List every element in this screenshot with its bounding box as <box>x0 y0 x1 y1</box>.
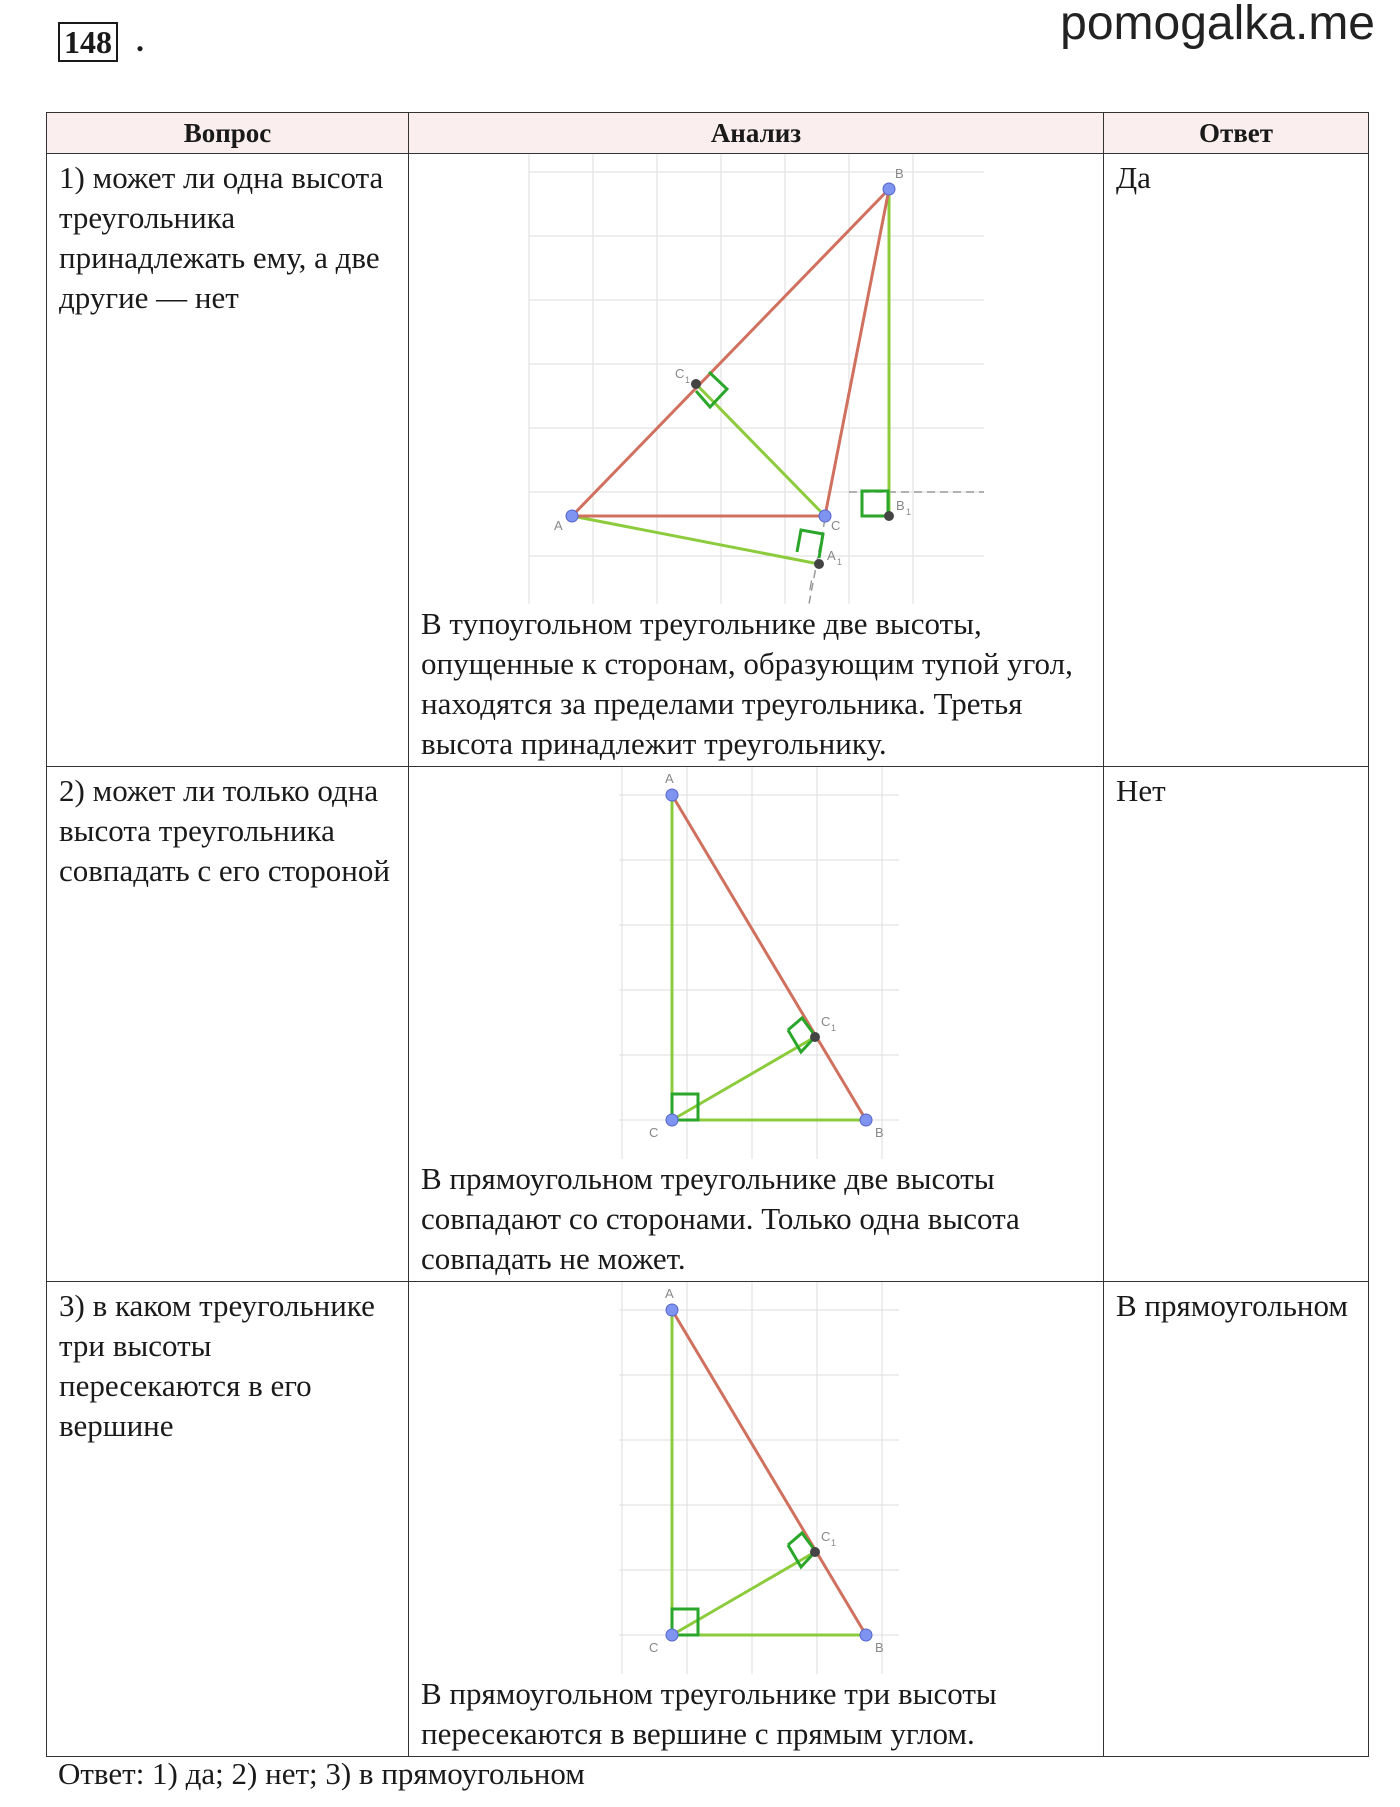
svg-text:C: C <box>831 518 841 533</box>
obtuse-triangle-figure <box>409 154 1102 604</box>
svg-text:B: B <box>875 1640 884 1655</box>
header-question: Вопрос <box>47 113 409 154</box>
svg-text:A: A <box>665 1286 674 1301</box>
answer-cell: Да <box>1104 154 1369 767</box>
answer-cell: Нет <box>1104 767 1369 1282</box>
svg-text:C: C <box>821 1014 831 1029</box>
analysis-cell <box>409 1282 1104 1757</box>
analysis-cell <box>409 767 1104 1282</box>
svg-text:B: B <box>895 166 904 181</box>
svg-text:B: B <box>875 1125 884 1140</box>
vertex-labels <box>554 166 911 593</box>
svg-text:C: C <box>649 1125 659 1140</box>
right-triangle-figure-2 <box>409 1282 1102 1674</box>
table-row <box>47 767 1369 1282</box>
hypotenuse <box>672 1310 866 1635</box>
vertices <box>566 183 895 569</box>
grid <box>619 767 899 1159</box>
right-angle-marks <box>672 1533 816 1635</box>
altitudes <box>572 189 889 564</box>
svg-text:l: l <box>809 578 812 593</box>
right-angle-marks <box>672 1018 816 1120</box>
svg-text:1: 1 <box>831 1023 837 1033</box>
table-row <box>47 154 1369 767</box>
triangle-sides <box>572 189 889 516</box>
header-answer: Ответ <box>1104 113 1369 154</box>
question-cell: 3) в каком треугольнике три высоты пересекаются в его вершине <box>47 1282 409 1757</box>
answer-table <box>46 112 1369 1757</box>
svg-text:1: 1 <box>831 1538 837 1548</box>
svg-text:B: B <box>896 498 905 513</box>
answer-cell: В прямоугольном <box>1104 1282 1369 1757</box>
svg-text:A: A <box>665 771 674 786</box>
grid <box>529 154 984 604</box>
explanation-text: В тупоугольном треугольнике две высоты, опущенные к сторонам, образующим тупой угол, находятся за пределами треугольника. Третья высота принадлежит треугольнику. <box>421 606 1073 761</box>
question-cell: 2) может ли только одна высота треугольника совпадать с его стороной <box>47 767 409 1282</box>
right-triangle-figure-1 <box>409 767 1102 1159</box>
svg-text:C: C <box>649 1640 659 1655</box>
hypotenuse <box>672 795 866 1120</box>
svg-text:C: C <box>675 366 685 381</box>
table-row <box>47 1282 1369 1757</box>
svg-text:C: C <box>821 1529 831 1544</box>
header-analysis: Анализ <box>409 113 1104 154</box>
site-watermark: pomogalka.me <box>1060 0 1375 50</box>
task-number-dot: . <box>136 22 144 58</box>
explanation-text: В прямоугольном треугольнике две высоты совпадают со сторонами. Только одна высота совпадать не может. <box>421 1161 1020 1276</box>
task-number: 148 <box>58 22 118 62</box>
right-angle-marks <box>696 372 888 558</box>
question-cell: 1) может ли одна высота треугольника принадлежать ему, а две другие — нет <box>47 154 409 767</box>
grid <box>619 1282 899 1674</box>
analysis-cell <box>409 154 1104 767</box>
final-answer: Ответ: 1) да; 2) нет; 3) в прямоугольном <box>58 1756 585 1791</box>
svg-text:1: 1 <box>685 375 691 385</box>
explanation-text: В прямоугольном треугольнике три высоты пересекаются в вершине с прямым углом. <box>421 1676 997 1751</box>
svg-text:A: A <box>827 548 836 563</box>
table-header-row <box>47 113 1369 154</box>
svg-text:1: 1 <box>837 557 843 567</box>
svg-text:1: 1 <box>906 507 912 517</box>
svg-text:A: A <box>554 518 563 533</box>
